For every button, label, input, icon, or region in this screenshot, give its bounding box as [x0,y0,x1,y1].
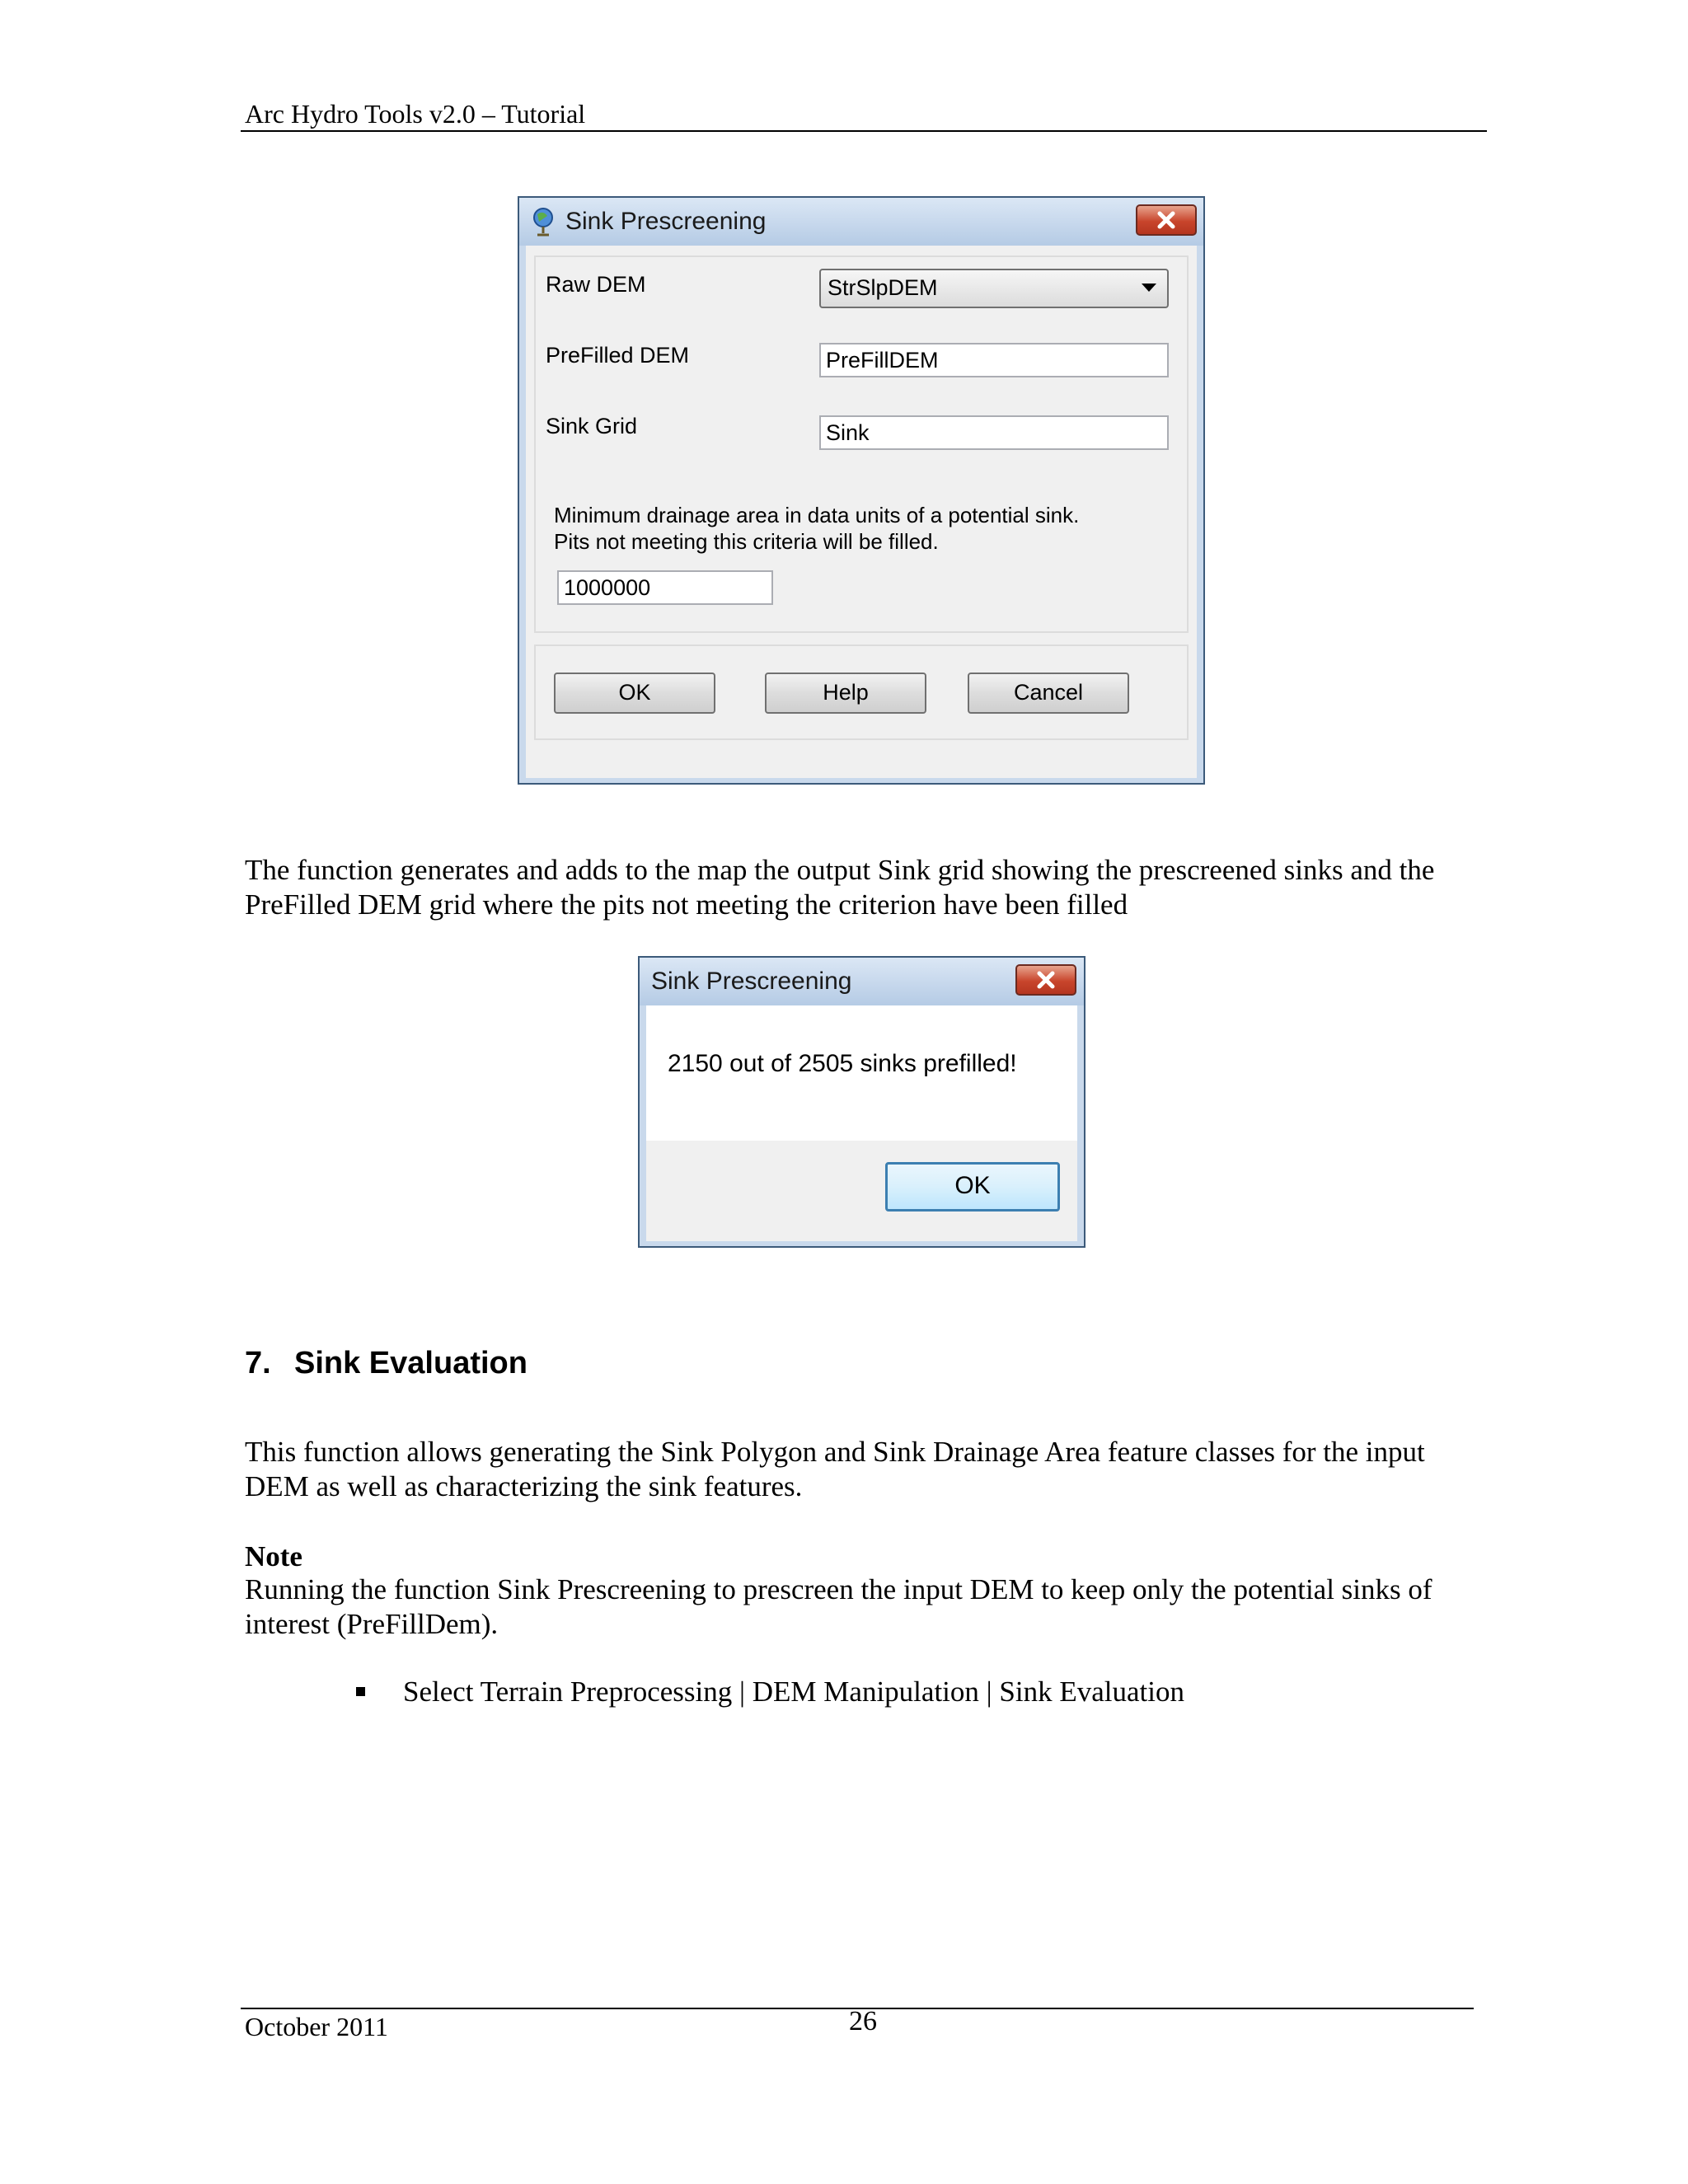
description-line-2: PreFilled DEM grid where the pits not meeting the criterion have been filled [245,888,1128,921]
chevron-down-icon [1141,283,1157,293]
result-message: 2150 out of 2505 sinks prefilled! [668,1050,1017,1077]
section-title: Sink Evaluation [294,1346,528,1380]
parameters-group [534,255,1189,633]
cancel-button[interactable]: Cancel [968,673,1129,714]
sink-prescreening-dialog [518,196,1205,785]
bullet-instruction: Select Terrain Preprocessing | DEM Manipulation | Sink Evaluation [403,1675,1184,1708]
sink-evaluation-line-2: DEM as well as characterizing the sink features. [245,1470,803,1502]
result-close-button[interactable] [1015,964,1076,996]
sink-grid-label: Sink Grid [546,414,638,438]
close-icon [1156,211,1176,229]
dialog-title: Sink Prescreening [565,208,767,235]
close-icon [1036,971,1056,989]
min-area-description-line2: Pits not meeting this criteria will be filled. [554,529,939,554]
prefilled-dem-label: PreFilled DEM [546,343,690,368]
note-label: Note [245,1540,302,1572]
ok-button[interactable]: OK [554,673,715,714]
note-line-2: interest (PreFillDem). [245,1608,499,1640]
min-area-description-line1: Minimum drainage area in data units of a potential sink. [554,503,1080,527]
result-button-area [646,1141,1077,1241]
page-number: 26 [849,2006,877,2036]
result-dialog-title: Sink Prescreening [651,968,852,995]
sink-prescreening-result-dialog [638,956,1085,1248]
page-header: Arc Hydro Tools v2.0 – Tutorial [245,99,586,129]
result-message-area [646,1005,1077,1141]
raw-dem-select[interactable] [819,269,1169,308]
note-line-1: Running the function Sink Prescreening to prescreen the input DEM to keep only the potential sinks of [245,1573,1432,1605]
footer-date: October 2011 [245,2012,388,2041]
sink-evaluation-line-1: This function allows generating the Sink Polygon and Sink Drainage Area feature classes for the input [245,1436,1425,1468]
raw-dem-value: StrSlpDEM [828,275,938,300]
header-rule [241,130,1487,132]
sink-grid-input[interactable]: Sink [819,415,1169,450]
result-ok-button[interactable]: OK [885,1162,1060,1212]
app-globe-icon [531,206,556,241]
buttons-group [534,644,1189,740]
raw-dem-label: Raw DEM [546,272,646,297]
sink-evaluation-paragraph [245,1435,1498,1504]
dialog-title-bar[interactable] [519,198,1203,246]
section-number: 7. [245,1346,271,1380]
min-area-input[interactable]: 1000000 [557,570,773,605]
bullet-square-icon [356,1687,365,1696]
dialog-client-area [526,246,1197,778]
help-button[interactable]: Help [765,673,926,714]
close-button[interactable] [1136,204,1197,236]
note-paragraph [245,1572,1498,1642]
description-line-1: The function generates and adds to the map the output Sink grid showing the prescreened sinks and the [245,854,1435,886]
result-dialog-title-bar[interactable] [640,958,1084,1005]
section-heading [245,1346,528,1381]
prefilled-dem-input[interactable]: PreFillDEM [819,343,1169,377]
description-paragraph [245,853,1498,922]
